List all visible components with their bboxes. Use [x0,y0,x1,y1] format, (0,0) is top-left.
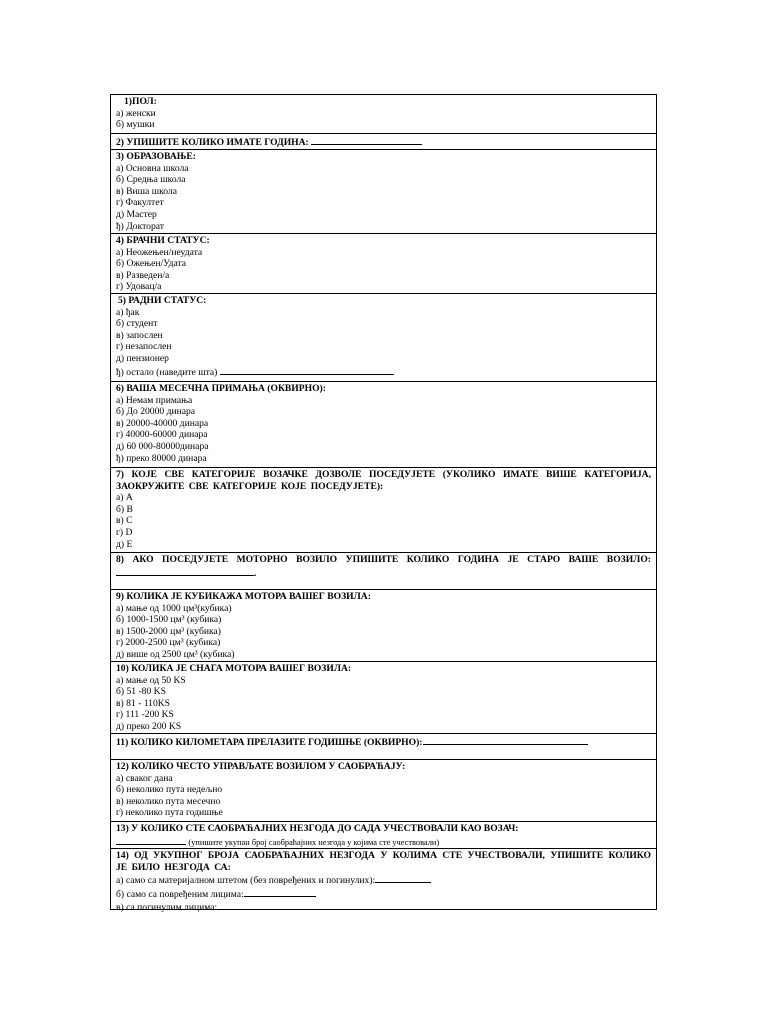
injured-blank[interactable] [244,887,316,897]
question-4-section [111,233,656,293]
option-line: б) Ожењен/Удата [116,258,187,270]
option-line: д) пензионер [116,352,169,364]
question-10-title: 10) КОЛИКА ЈЕ СНАГА МОТОРА ВАШЕГ ВОЗИЛА: [116,663,352,674]
question-12-section [111,759,656,821]
option-line: а) Неожењен/неудата [116,246,203,258]
option-line: г) D [116,526,133,538]
question-2-title: 2) УПИШИТЕ КОЛИКО ИМАТЕ ГОДИНА: [116,137,309,148]
question-8-title: 8) АКО ПОСЕДУЈЕТЕ МОТОРНО ВОЗИЛО УПИШИТЕ КОЛИКО ГОДИНА ЈЕ СТАРО ВАШЕ ВОЗИЛО: [116,554,651,565]
option-line: а) Основна школа [116,162,189,174]
option-line: в) 1500-2000 цм³ (кубика) [116,625,221,637]
accident-count-blank[interactable] [116,835,186,845]
option-line: г) 111 -200 KS [116,709,174,721]
question-5-title: 5) РАДНИ СТАТУС: [118,295,207,306]
question-3-section [111,149,656,233]
question-8-end: . [254,567,257,579]
option-line: б) неколико пута недељно [116,784,223,796]
option-line: д) E [116,538,133,550]
option-line: д) Мастер [116,208,157,220]
option-label: а) само са материјалном штетом (без повређених и погинулих): [116,875,376,887]
option-line: б) До 20000 динара [116,406,196,418]
option-line: г) Удовац/а [116,281,162,293]
question-14-title: 14) ОД УКУПНОГ БРОЈА САОБРАЋАЈНИХ НЕЗГОДА У КОЛИМА СТЕ УЧЕСТВОВАЛИ, УПИШИТЕ КОЛИКО ЈЕ БИЛО НЕЗГОДА СА: [116,850,651,873]
question-7-section [111,467,656,552]
option-line: б) 1000-1500 цм³ (кубика) [116,614,222,626]
question-13-section [111,821,656,848]
option-label: в) са погинулим лицима: [116,902,218,914]
age-answer-blank[interactable] [311,135,422,145]
question-13-title: 13) У КОЛИКО СТЕ САОБРАЋАЈНИХ НЕЗГОДА ДО САДА УЧЕСТВОВАЛИ КАО ВОЗАЧ: [116,823,519,834]
fatal-blank[interactable] [217,900,299,910]
option-line: б) мушки [116,119,155,131]
question-12-title: 12) КОЛИКО ЧЕСТО УПРАВЉАТЕ ВОЗИЛОМ У САОБРАЋАЈУ: [116,761,406,772]
option-line: д) више од 2500 цм³ (кубика) [116,648,235,660]
vehicle-age-blank[interactable] [116,566,254,576]
other-status-blank[interactable] [220,365,394,375]
question-5-section [111,293,656,381]
option-line: а) сваког дана [116,772,173,784]
option-line: в) 20000-40000 динара [116,417,209,429]
questionnaire-table [110,94,657,914]
question-13-note: (упишите укупан број саобраћајних незгода у којима сте учествовали) [188,837,440,847]
option-line: а) Немам примања [116,394,193,406]
question-1-section [111,95,656,133]
option-line: в) запослен [116,329,163,341]
question-6-section [111,381,656,467]
option-other-label: ђ) остало (наведите шта) [116,366,218,378]
option-line: д) преко 200 KS [116,720,182,732]
option-line: г) 2000-2500 цм³ (кубика) [116,637,221,649]
question-11-title: 11) КОЛИКО КИЛОМЕТАРА ПРЕЛАЗИТЕ ГОДИШЊЕ (ОКВИРНО): [116,737,423,748]
option-label: б) само са повређеним лицима: [116,888,244,900]
option-line: а) мање од 1000 цм³(кубика) [116,602,232,614]
option-line: в) 81 - 110KS [116,697,171,709]
option-line: д) 60 000-80000динара [116,440,209,452]
option-line: а) женски [116,107,156,119]
question-2-section [111,133,656,149]
option-line: а) А [116,492,133,504]
option-line: в) неколико пута месечно [116,795,221,807]
option-line: г) незапослен [116,341,172,353]
option-line: в) Виша школа [116,185,177,197]
option-line: б) студент [116,318,158,330]
option-line: а) мање од 50 KS [116,674,186,686]
question-4-title: 4) БРАЧНИ СТАТУС: [116,235,210,246]
option-line: б) Средња школа [116,174,186,186]
km-per-year-blank[interactable] [423,735,588,745]
question-7-title: 7) КОЈЕ СВЕ КАТЕГОРИЈЕ ВОЗАЧКЕ ДОЗВОЛЕ ПОСЕДУЈЕТЕ (УКОЛИКО ИМАТЕ ВИШЕ КАТЕГОРИЈА, ЗАОКРУЖИТЕ СВЕ КАТЕГОРИЈЕ КОЈЕ ПОСЕДУЈЕТЕ): [116,469,651,492]
material-damage-blank[interactable] [375,873,431,883]
option-line: в) C [116,515,133,527]
option-line: г) 40000-60000 динара [116,429,208,441]
option-line: ђ) преко 80000 динара [116,452,207,464]
option-line: г) Факултет [116,197,164,209]
option-line: б) 51 -80 KS [116,686,166,698]
question-3-title: 3) ОБРАЗОВАЊЕ: [116,151,196,162]
option-line: г) неколико пута годишње [116,807,223,819]
question-10-section [111,661,656,733]
option-line: а) ђак [116,306,140,318]
question-14-section [111,848,656,914]
option-line: б) B [116,503,133,515]
question-8-section [111,552,656,589]
question-6-title: 6) ВАША МЕСЕЧНА ПРИМАЊА (ОКВИРНО): [116,383,326,394]
question-9-section [111,589,656,661]
question-9-title: 9) КОЛИКА ЈЕ КУБИКАЖА МОТОРА ВАШЕГ ВОЗИЛА: [116,591,371,602]
option-line: в) Разведен/а [116,269,170,281]
question-1-title: 1)ПОЛ: [124,96,157,107]
option-line: ђ) Докторат [116,220,164,232]
question-11-section [111,733,656,759]
